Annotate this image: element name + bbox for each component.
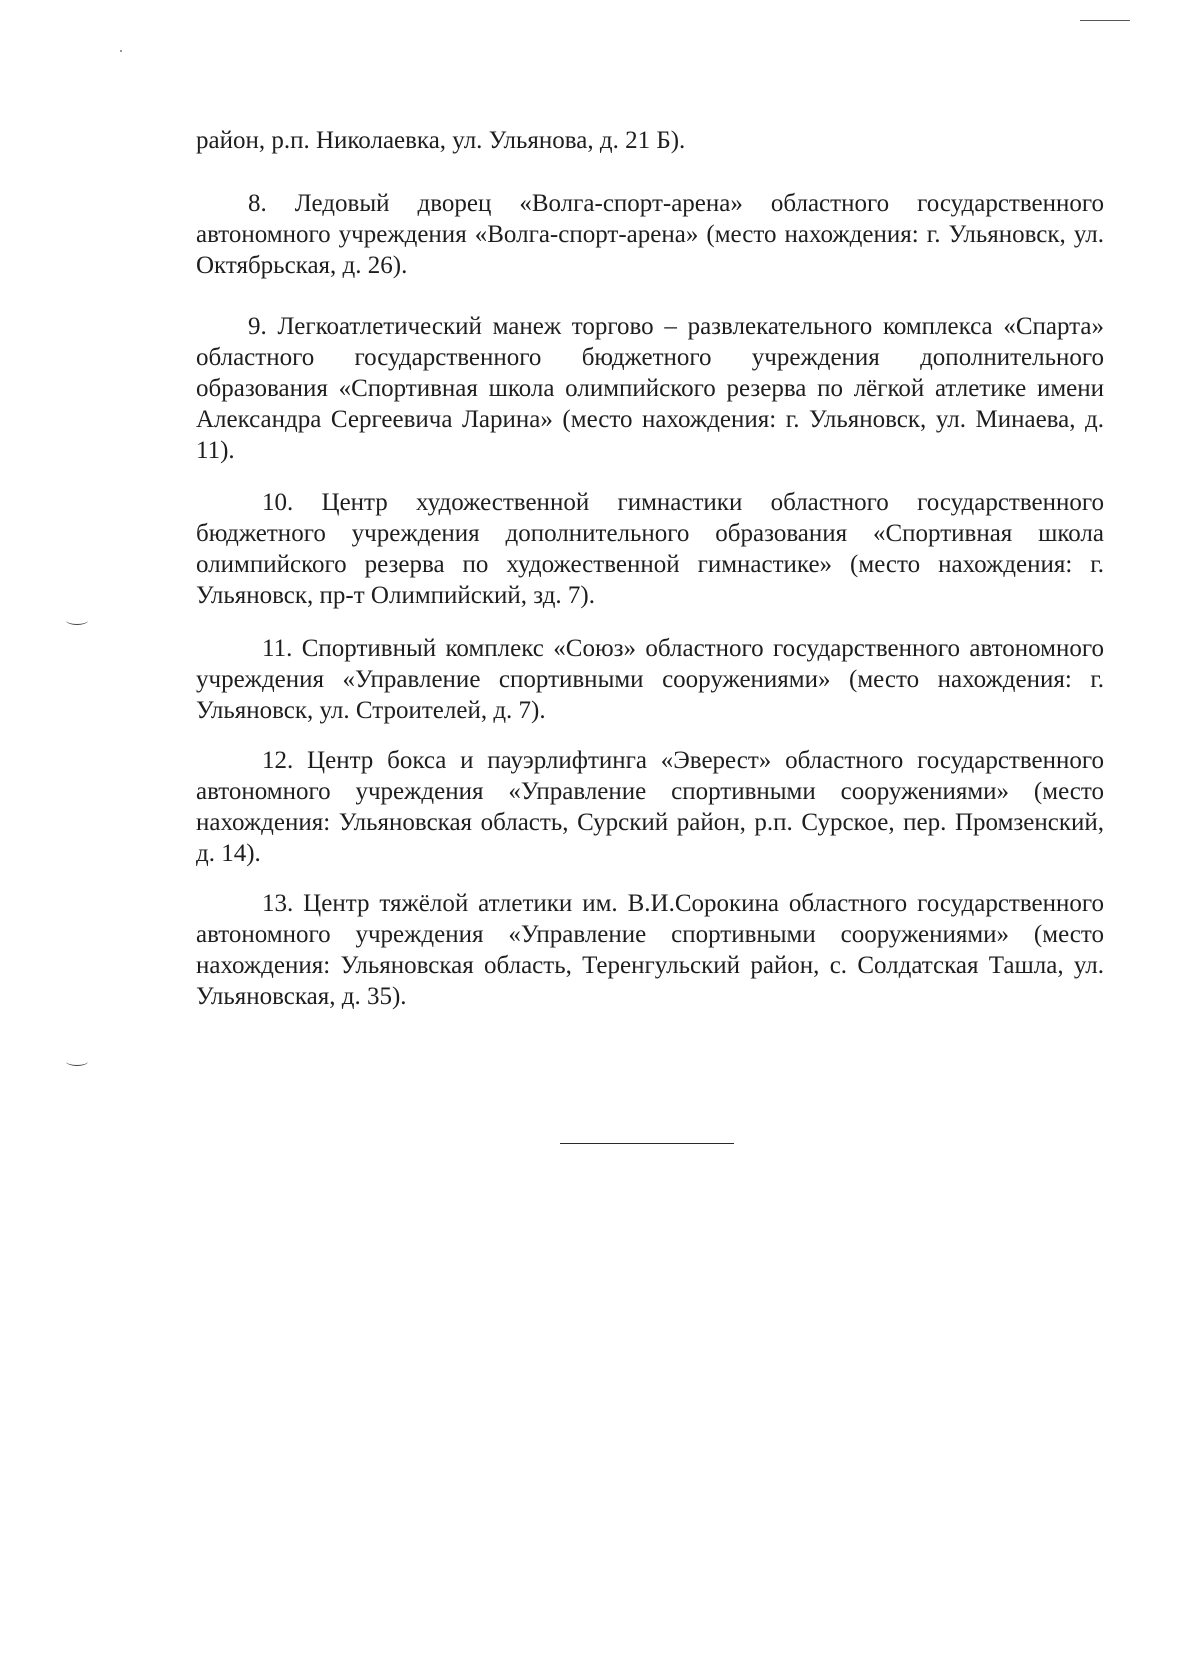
scan-speck [120,50,122,52]
list-item-10: 10. Центр художественной гимнастики областного государственного бюджетного учреждения дополнительного образования «Спортивная школа олимпийского резерва по художественной гимнастике» (место нахождения: г. Ульяновск, пр-т Олимпийский, зд. 7). [196,489,1104,609]
binding-mark [66,616,88,625]
list-item-11: 11. Спортивный комплекс «Союз» областного государственного автономного учреждения «Управление спортивными сооружениями» (место нахождения: г. Ульяновск, ул. Строителей, д. 7). [196,635,1104,724]
continuation-paragraph: район, р.п. Николаевка, ул. Ульянова, д. 21 Б). [196,127,686,154]
end-separator-line [560,1143,734,1144]
list-item-8: 8. Ледовый дворец «Волга-спорт-арена» областного государственного автономного учреждения «Волга-спорт-арена» (место нахождения: г. Ульяновск, ул. Октябрьская, д. 26). [196,190,1104,279]
corner-mark [1080,20,1130,21]
list-item-9: 9. Легкоатлетический манеж торгово – развлекательного комплекса «Спарта» областного государственного бюджетного учреждения дополнительного образования «Спортивная школа олимпийского резерва по лёгкой атлетике имени Александра Сергеевича Ларина» (место нахождения: г. Ульяновск, ул. Минаева, д. 11). [196,313,1104,464]
binding-mark [66,1057,88,1066]
list-item-12: 12. Центр бокса и пауэрлифтинга «Эверест» областного государственного автономного учреждения «Управление спортивными сооружениями» (место нахождения: Ульяновская область, Сурский район, р.п. Сурское, пер. Промзенский, д. 14). [196,747,1104,867]
list-item-13: 13. Центр тяжёлой атлетики им. В.И.Сорокина областного государственного автономного учреждения «Управление спортивными сооружениями» (место нахождения: Ульяновская область, Теренгульский район, с. Солдатская Ташла, ул. Ульяновская, д. 35). [196,890,1104,1010]
